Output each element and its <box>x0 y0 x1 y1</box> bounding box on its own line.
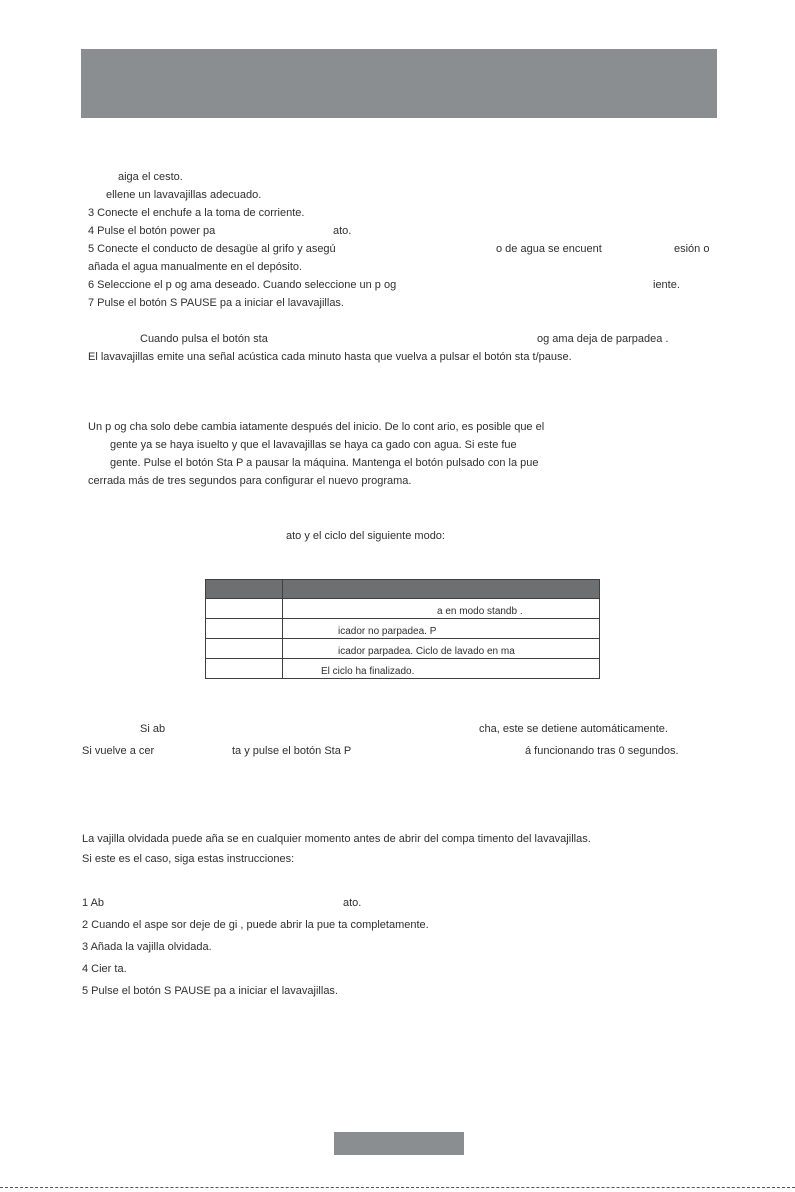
change-line-3: gente. Pulse el botón Sta P a pausar la máquina. Mantenga el botón pulsado con la pue <box>110 457 539 469</box>
section-header-bar <box>81 49 717 118</box>
change-line-1: Un p og cha solo debe cambia iatamente después del inicio. De lo cont ario, es posible que el <box>88 421 545 433</box>
step-4-end: ato. <box>333 225 352 237</box>
forgotten-step-1-end: ato. <box>343 897 362 909</box>
step-1: aiga el cesto. <box>118 171 183 183</box>
note-line-2: El lavavajillas emite una señal acústica cada minuto hasta que vuelva a pulsar el botón sta t/pause. <box>88 351 572 363</box>
change-line-4: cerrada más de tres segundos para configurar el nuevo programa. <box>88 475 412 487</box>
table-row <box>206 599 600 619</box>
step-7: 7 Pulse el botón S PAUSE pa a iniciar el lavavajillas. <box>88 297 344 309</box>
step-5-end: esión o <box>674 243 710 255</box>
note-line-1-end: og ama deja de parpadea . <box>537 333 669 345</box>
status-cell: icador parpadea. Ciclo de lavado en ma <box>283 639 600 659</box>
forgotten-step-1: 1 Ab <box>82 897 105 909</box>
table-row <box>206 619 600 639</box>
door-line-2: Si vuelve a cer <box>82 745 155 757</box>
step-6-end: iente. <box>653 279 680 291</box>
step-3: 3 Conecte el enchufe a la toma de corriente. <box>88 207 305 219</box>
door-line-2-end: á funcionando tras 0 segundos. <box>525 745 679 757</box>
table-intro: ato y el ciclo del siguiente modo: <box>286 530 445 542</box>
change-line-2: gente ya se haya isuelto y que el lavavajillas se haya ca gado con agua. Si este fue <box>110 439 517 451</box>
door-line-2-mid: ta y pulse el botón Sta P <box>232 745 352 757</box>
status-cell: icador no parpadea. P <box>283 619 600 639</box>
forgotten-intro-2: Si este es el caso, siga estas instrucciones: <box>82 853 295 865</box>
door-line-1: Si ab <box>140 723 166 735</box>
table-header-row <box>206 580 600 599</box>
table-row <box>206 639 600 659</box>
forgotten-intro-1: La vajilla olvidada puede aña se en cualquier momento antes de abrir del compa timento del lavavajillas. <box>82 833 591 845</box>
step-5-mid: o de agua se encuent <box>496 243 602 255</box>
forgotten-step-2: 2 Cuando el aspe sor deje de gi , puede abrir la pue ta completamente. <box>82 919 429 931</box>
step-2: ellene un lavavajillas adecuado. <box>106 189 262 201</box>
status-cell: a en modo standb . <box>283 599 600 619</box>
forgotten-step-4: 4 Cier ta. <box>82 963 127 975</box>
step-5: 5 Conecte el conducto de desagüe al grifo y asegú <box>88 243 336 255</box>
table-row <box>206 659 600 679</box>
step-4: 4 Pulse el botón power pa <box>88 225 216 237</box>
door-line-1-end: cha, este se detiene automáticamente. <box>479 723 668 735</box>
step-5-cont: añada el agua manualmente en el depósito. <box>88 261 303 273</box>
step-6: 6 Seleccione el p og ama deseado. Cuando seleccione un p og <box>88 279 397 291</box>
forgotten-step-5: 5 Pulse el botón S PAUSE pa a iniciar el lavavajillas. <box>82 985 338 997</box>
page-number-bar <box>334 1132 464 1155</box>
status-table <box>205 579 600 679</box>
note-line-1: Cuando pulsa el botón sta <box>140 333 268 345</box>
status-cell: El ciclo ha finalizado. <box>283 659 600 679</box>
crop-line <box>0 1187 795 1188</box>
forgotten-step-3: 3 Añada la vajilla olvidada. <box>82 941 212 953</box>
